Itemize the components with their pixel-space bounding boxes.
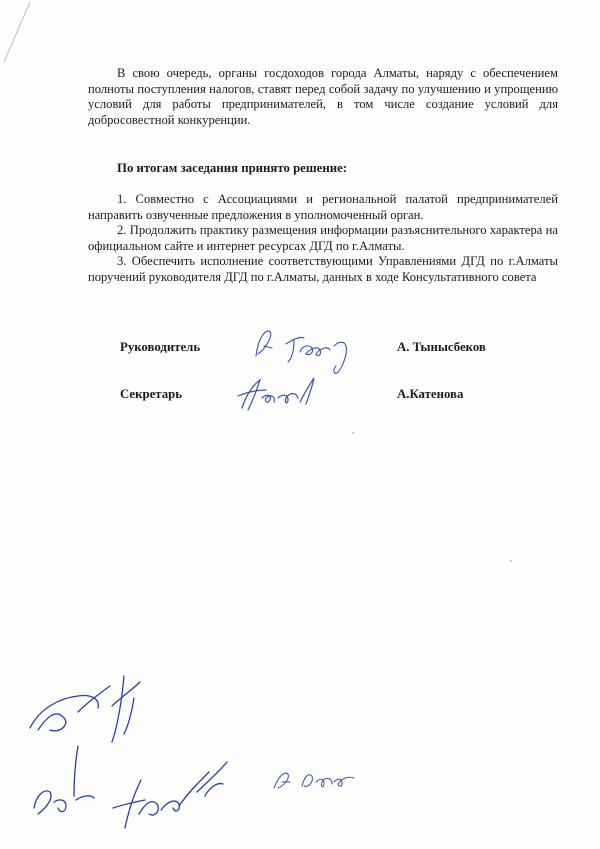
intro-paragraph: В свою очередь, органы госдоходов города Алматы, наряду с обеспечением полноты поступления налогов, ставят перед собой задачу по улучшению и упрощению условий для работы предпринимателей, в том числе создание условий для добросовестной конкуренции. xyxy=(88,66,558,127)
signatory-name-secretary: А.Катенова xyxy=(397,387,464,401)
intro-paragraph-block xyxy=(88,66,558,128)
signatory-role-head: Руководитель xyxy=(120,340,201,354)
decision-item-2: 2. Продолжить практику размещения информации разъяснительного характера на официальном сайте и интернет ресурсах ДГД по г.Алматы. xyxy=(88,223,558,253)
decision-item-1: 1. Совместно с Ассоциациями и региональной палатой предпринимателей направить озвученные предложения в уполномоченный орган. xyxy=(88,192,558,222)
scan-speck xyxy=(352,432,354,434)
signatory-role-secretary: Секретарь xyxy=(120,387,182,401)
secretary-signature-icon xyxy=(232,368,322,416)
scan-speck xyxy=(510,560,512,562)
signatory-name-head: А. Тынысбеков xyxy=(397,340,486,354)
decision-list xyxy=(88,192,558,285)
decision-heading: По итогам заседания принято решение: xyxy=(117,161,348,175)
signature-right-icon xyxy=(268,758,368,798)
decision-item-3: 3. Обеспечить исполнение соответствующими Управлениями ДГД по г.Алматы поручений руководителя ДГД по г.Алматы, данных в ходе Консультативного совета xyxy=(88,254,558,284)
signature-center-icon xyxy=(105,748,235,838)
scan-edge-mark xyxy=(0,0,40,80)
